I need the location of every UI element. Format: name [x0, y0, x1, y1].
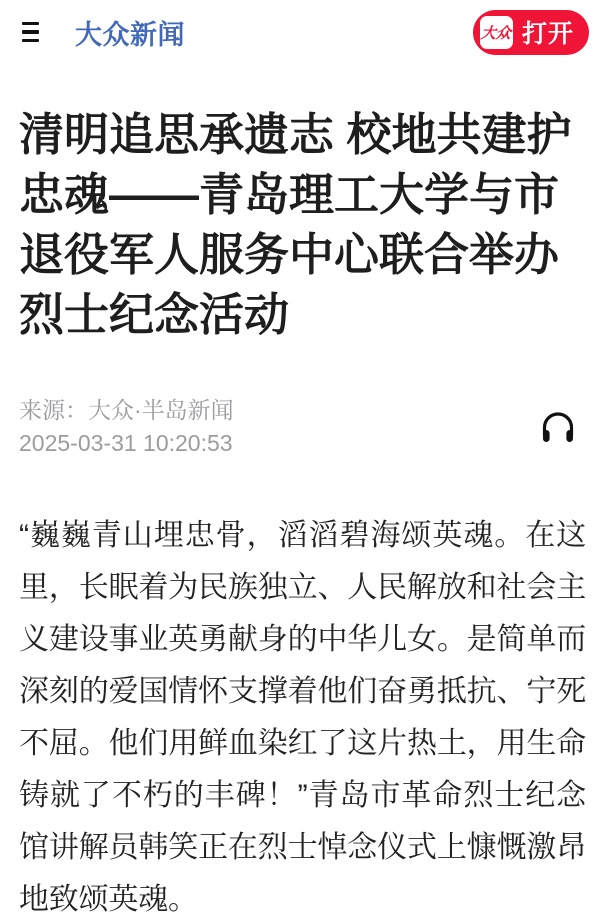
- dazhong-logo-icon: [480, 16, 513, 49]
- article-timestamp: 2025-03-31 10:20:53: [19, 430, 233, 456]
- open-app-button[interactable]: [473, 10, 589, 55]
- article-meta: [19, 395, 586, 459]
- hamburger-bar: [22, 39, 39, 43]
- headphones-icon: [539, 409, 577, 446]
- app-header: [0, 0, 605, 64]
- hamburger-bar: [22, 30, 39, 34]
- article-title: 清明追思承遗志 校地共建护忠魂——青岛理工大学与市退役军人服务中心联合举办烈士纪念活动: [19, 109, 572, 340]
- article-meta-text: [19, 395, 234, 459]
- open-button-label: 打开: [521, 20, 574, 48]
- article-container: [0, 105, 605, 922]
- hamburger-menu-icon[interactable]: [22, 20, 42, 44]
- article-source: 来源：大众·半岛新闻: [19, 397, 234, 423]
- hamburger-bar: [22, 22, 39, 26]
- listen-audio-button[interactable]: [539, 409, 577, 446]
- app-title[interactable]: 大众新闻: [75, 19, 185, 50]
- article-body-paragraph: “巍巍青山埋忠骨，滔滔碧海颂英魂。在这里，长眠着为民族独立、人民解放和社会主义建设事业英勇献身的中华儿女。是简单而深刻的爱国情怀支撑着他们奋勇抵抗、宁死不屈。他们用鲜血染红了这片热土，用生命铸就了不朽的丰碑！”青岛市革命烈士纪念馆讲解员韩笑正在烈士悼念仪式上慷慨激昂地致颂英魂。: [19, 519, 586, 916]
- dazhong-logo-text: 大众: [480, 24, 513, 42]
